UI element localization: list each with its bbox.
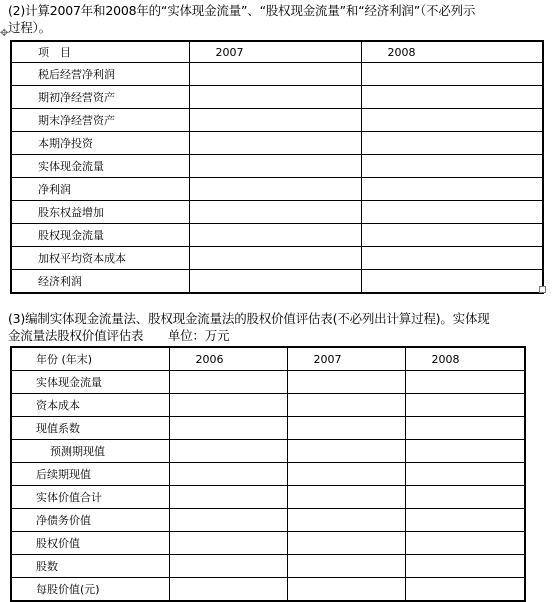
cell-2008[interactable]	[405, 555, 525, 578]
cell-2008[interactable]	[361, 247, 543, 270]
row-label: 经济利润	[11, 270, 189, 294]
cell-2008[interactable]	[361, 270, 543, 294]
cell-2006[interactable]	[169, 394, 287, 417]
row-label: 后续期现值	[11, 463, 169, 486]
table-row	[11, 201, 543, 224]
row-label: 期初净经营资产	[11, 86, 189, 109]
cell-2008[interactable]	[405, 463, 525, 486]
row-label: 实体价值合计	[11, 486, 169, 509]
cell-2007[interactable]	[189, 224, 361, 247]
header-year: 年份 (年末)	[11, 347, 169, 371]
table-row	[11, 63, 543, 86]
table-row	[11, 578, 525, 602]
table-move-handle-icon[interactable]: ✥	[0, 28, 9, 39]
cell-2008[interactable]	[405, 532, 525, 555]
cell-2006[interactable]	[169, 371, 287, 394]
cell-2008[interactable]	[361, 86, 543, 109]
cell-2007[interactable]	[287, 394, 405, 417]
row-label: 股权价值	[11, 532, 169, 555]
header-2008: 2008	[405, 347, 525, 371]
row-label: 预测期现值	[11, 440, 169, 463]
row-label: 实体现金流量	[11, 155, 189, 178]
cell-2007[interactable]	[287, 486, 405, 509]
cell-2008[interactable]	[361, 109, 543, 132]
table-header-row	[11, 41, 543, 63]
cell-2007[interactable]	[287, 417, 405, 440]
table-row	[11, 178, 543, 201]
row-label: 资本成本	[11, 394, 169, 417]
cell-2008[interactable]	[361, 201, 543, 224]
question-2-text	[8, 2, 560, 36]
cell-2007[interactable]	[287, 463, 405, 486]
question-3-line-2: 金流量法股权价值评估表 单位：万元	[8, 328, 230, 343]
question-2-line-1: (2)计算2007年和2008年的“实体现金流量”、“股权现金流量”和“经济利润”（不必列示	[8, 3, 476, 18]
cell-2008[interactable]	[405, 394, 525, 417]
table-row	[11, 394, 525, 417]
cell-2008[interactable]	[405, 578, 525, 602]
table-row	[11, 440, 525, 463]
row-label: 股数	[11, 555, 169, 578]
cell-2007[interactable]	[287, 578, 405, 602]
row-label: 股东权益增加	[11, 201, 189, 224]
table-row	[11, 109, 543, 132]
cell-2008[interactable]	[405, 371, 525, 394]
row-label: 股权现金流量	[11, 224, 189, 247]
table-row	[11, 132, 543, 155]
cell-2006[interactable]	[169, 486, 287, 509]
cell-2007[interactable]	[189, 132, 361, 155]
row-label: 净债务价值	[11, 509, 169, 532]
cell-2006[interactable]	[169, 463, 287, 486]
table-header-row	[11, 347, 525, 371]
question-3-text	[8, 310, 560, 344]
cash-flow-table-2007-2008	[10, 40, 544, 294]
cell-2006[interactable]	[169, 532, 287, 555]
cell-2008[interactable]	[405, 417, 525, 440]
cell-2007[interactable]	[189, 86, 361, 109]
cell-2008[interactable]	[405, 486, 525, 509]
table-row	[11, 155, 543, 178]
header-item: 项 目	[11, 41, 189, 63]
row-label: 期末净经营资产	[11, 109, 189, 132]
row-label: 实体现金流量	[11, 371, 169, 394]
cell-2007[interactable]	[287, 555, 405, 578]
row-label: 每股价值(元)	[11, 578, 169, 602]
cell-2007[interactable]	[287, 509, 405, 532]
row-label: 加权平均资本成本	[11, 247, 189, 270]
cell-2006[interactable]	[169, 440, 287, 463]
row-label: 现值系数	[11, 417, 169, 440]
cell-2006[interactable]	[169, 417, 287, 440]
header-2008: 2008	[361, 41, 543, 63]
table-row	[11, 86, 543, 109]
cell-2007[interactable]	[189, 109, 361, 132]
table-row	[11, 486, 525, 509]
table-row	[11, 509, 525, 532]
cell-2006[interactable]	[169, 578, 287, 602]
cell-2008[interactable]	[361, 132, 543, 155]
table-row	[11, 417, 525, 440]
header-2007: 2007	[189, 41, 361, 63]
table-row	[11, 532, 525, 555]
cell-2007[interactable]	[287, 440, 405, 463]
cell-2007[interactable]	[189, 178, 361, 201]
table-row	[11, 224, 543, 247]
table-resize-handle[interactable]	[539, 286, 546, 293]
table-row	[11, 555, 525, 578]
cell-2006[interactable]	[169, 509, 287, 532]
cell-2007[interactable]	[189, 155, 361, 178]
table-row	[11, 270, 543, 294]
row-label: 本期净投资	[11, 132, 189, 155]
cell-2006[interactable]	[169, 555, 287, 578]
equity-valuation-table	[10, 346, 526, 602]
table-row	[11, 463, 525, 486]
question-2-line-2: 过程）。	[8, 20, 51, 35]
cell-2008[interactable]	[361, 63, 543, 86]
table-row	[11, 371, 525, 394]
cell-2008[interactable]	[361, 155, 543, 178]
question-3-line-1: (3)编制实体现金流量法、股权现金流量法的股权价值评估表(不必列出计算过程)。实体现	[8, 311, 490, 326]
header-2007: 2007	[287, 347, 405, 371]
cell-2007[interactable]	[287, 532, 405, 555]
cell-2008[interactable]	[361, 178, 543, 201]
cell-2008[interactable]	[405, 440, 525, 463]
cell-2008[interactable]	[361, 224, 543, 247]
table-row	[11, 247, 543, 270]
header-2006: 2006	[169, 347, 287, 371]
row-label: 净利润	[11, 178, 189, 201]
cell-2007[interactable]	[189, 63, 361, 86]
row-label: 税后经营净利润	[11, 63, 189, 86]
cell-2007[interactable]	[189, 247, 361, 270]
cell-2007[interactable]	[189, 270, 361, 294]
cell-2007[interactable]	[287, 371, 405, 394]
cell-2007[interactable]	[189, 201, 361, 224]
cell-2008[interactable]	[405, 509, 525, 532]
